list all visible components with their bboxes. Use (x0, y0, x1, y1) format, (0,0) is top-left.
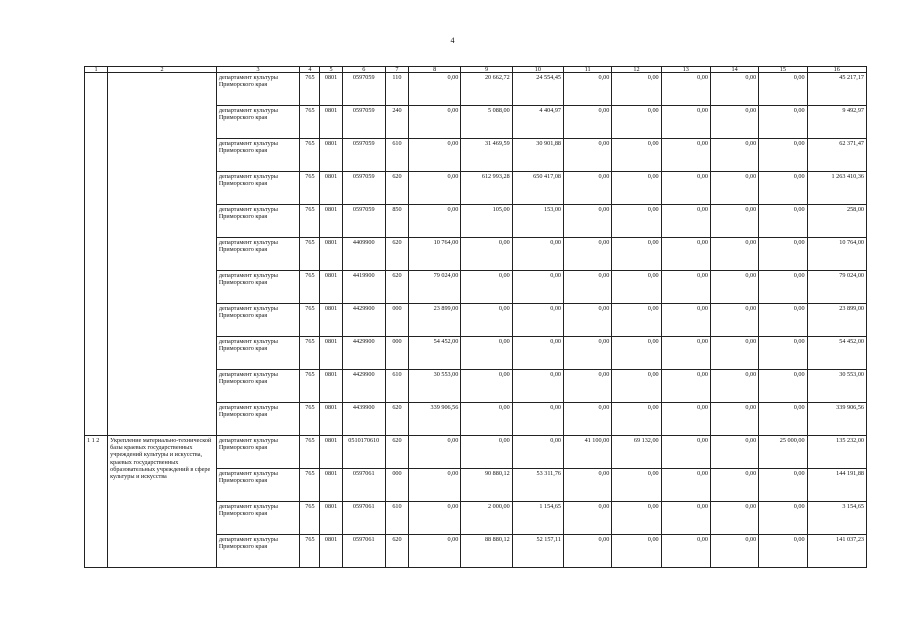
amount-cell-c13: 0,00 (661, 403, 710, 436)
amount-cell-c9: 0,00 (461, 271, 512, 304)
amount-cell-c16: 1 263 410,36 (807, 172, 866, 205)
department-cell: департамент культуры Приморского края (216, 436, 300, 469)
amount-cell-c9: 0,00 (461, 403, 512, 436)
code-cell-c5: 0801 (320, 535, 342, 568)
row-title-cell: Укрепление материально-технической базы краевых государственных учреждений культуры и искусства, краевых государственных образовательных учреждений в сфере культуры и искусства (108, 436, 217, 568)
amount-cell-c8: 0,00 (409, 73, 461, 106)
amount-cell-c11: 0,00 (564, 304, 612, 337)
amount-cell-c10: 0,00 (512, 271, 563, 304)
code-cell-c5: 0801 (320, 304, 342, 337)
amount-cell-c11: 0,00 (564, 403, 612, 436)
code-cell-c7: 000 (385, 337, 408, 370)
amount-cell-c15: 0,00 (759, 502, 807, 535)
code-cell-c7: 620 (385, 172, 408, 205)
amount-cell-c15: 0,00 (759, 139, 807, 172)
amount-cell-c16: 9 492,97 (807, 106, 866, 139)
amount-cell-c16: 144 191,88 (807, 469, 866, 502)
code-cell-c7: 610 (385, 370, 408, 403)
department-cell: департамент культуры Приморского края (216, 370, 300, 403)
amount-cell-c14: 0,00 (710, 535, 758, 568)
code-cell-c5: 0801 (320, 436, 342, 469)
amount-cell-c11: 0,00 (564, 73, 612, 106)
code-cell-c4: 765 (300, 106, 320, 139)
amount-cell-c9: 90 880,12 (461, 469, 512, 502)
amount-cell-c11: 0,00 (564, 502, 612, 535)
amount-cell-c9: 88 880,12 (461, 535, 512, 568)
table-row (85, 73, 867, 106)
amount-cell-c9: 20 662,72 (461, 73, 512, 106)
amount-cell-c15: 0,00 (759, 370, 807, 403)
amount-cell-c14: 0,00 (710, 172, 758, 205)
amount-cell-c9: 0,00 (461, 436, 512, 469)
department-cell: департамент культуры Приморского края (216, 502, 300, 535)
table-row (85, 436, 867, 469)
code-cell-c5: 0801 (320, 106, 342, 139)
amount-cell-c16: 79 024,00 (807, 271, 866, 304)
amount-cell-c12: 0,00 (612, 535, 661, 568)
amount-cell-c8: 79 024,00 (409, 271, 461, 304)
code-cell-c5: 0801 (320, 337, 342, 370)
column-header-1: 1 (85, 67, 108, 73)
department-cell: департамент культуры Приморского края (216, 172, 300, 205)
column-header-11: 11 (564, 67, 612, 73)
amount-cell-c10: 30 901,88 (512, 139, 563, 172)
amount-cell-c10: 0,00 (512, 337, 563, 370)
code-cell-c6: 0597061 (342, 469, 385, 502)
code-cell-c4: 765 (300, 73, 320, 106)
amount-cell-c8: 0,00 (409, 139, 461, 172)
amount-cell-c12: 0,00 (612, 469, 661, 502)
amount-cell-c13: 0,00 (661, 370, 710, 403)
amount-cell-c16: 141 037,23 (807, 535, 866, 568)
code-cell-c7: 000 (385, 469, 408, 502)
amount-cell-c15: 0,00 (759, 337, 807, 370)
column-header-7: 7 (385, 67, 408, 73)
code-cell-c4: 765 (300, 205, 320, 238)
column-header-12: 12 (612, 67, 661, 73)
amount-cell-c12: 0,00 (612, 502, 661, 535)
amount-cell-c14: 0,00 (710, 139, 758, 172)
amount-cell-c10: 4 404,97 (512, 106, 563, 139)
amount-cell-c16: 30 553,00 (807, 370, 866, 403)
code-cell-c6: 4429900 (342, 337, 385, 370)
code-cell-c7: 620 (385, 238, 408, 271)
code-cell-c5: 0801 (320, 502, 342, 535)
amount-cell-c8: 54 452,00 (409, 337, 461, 370)
column-header-10: 10 (512, 67, 563, 73)
amount-cell-c8: 0,00 (409, 436, 461, 469)
code-cell-c7: 110 (385, 73, 408, 106)
code-cell-c7: 620 (385, 403, 408, 436)
amount-cell-c11: 0,00 (564, 337, 612, 370)
department-cell: департамент культуры Приморского края (216, 238, 300, 271)
amount-cell-c15: 0,00 (759, 205, 807, 238)
code-cell-c6: 0510170610 (342, 436, 385, 469)
department-cell: департамент культуры Приморского края (216, 469, 300, 502)
amount-cell-c11: 0,00 (564, 535, 612, 568)
row-number-cell: 1 1 2 (85, 436, 108, 568)
amount-cell-c12: 0,00 (612, 337, 661, 370)
budget-table (84, 66, 867, 568)
code-cell-c4: 765 (300, 238, 320, 271)
amount-cell-c8: 30 553,00 (409, 370, 461, 403)
amount-cell-c8: 0,00 (409, 469, 461, 502)
amount-cell-c12: 69 132,00 (612, 436, 661, 469)
column-header-2: 2 (108, 67, 217, 73)
column-header-15: 15 (759, 67, 807, 73)
amount-cell-c14: 0,00 (710, 403, 758, 436)
code-cell-c6: 0597059 (342, 106, 385, 139)
code-cell-c4: 765 (300, 139, 320, 172)
column-header-9: 9 (461, 67, 512, 73)
code-cell-c5: 0801 (320, 370, 342, 403)
amount-cell-c12: 0,00 (612, 370, 661, 403)
department-cell: департамент культуры Приморского края (216, 271, 300, 304)
column-header-13: 13 (661, 67, 710, 73)
amount-cell-c10: 53 311,76 (512, 469, 563, 502)
column-header-5: 5 (320, 67, 342, 73)
amount-cell-c11: 0,00 (564, 370, 612, 403)
amount-cell-c14: 0,00 (710, 370, 758, 403)
amount-cell-c12: 0,00 (612, 172, 661, 205)
amount-cell-c8: 339 906,56 (409, 403, 461, 436)
amount-cell-c15: 0,00 (759, 73, 807, 106)
amount-cell-c14: 0,00 (710, 304, 758, 337)
code-cell-c6: 4439900 (342, 403, 385, 436)
code-cell-c4: 765 (300, 304, 320, 337)
amount-cell-c8: 23 899,00 (409, 304, 461, 337)
amount-cell-c9: 0,00 (461, 304, 512, 337)
amount-cell-c15: 0,00 (759, 304, 807, 337)
amount-cell-c16: 10 764,00 (807, 238, 866, 271)
code-cell-c6: 4419900 (342, 271, 385, 304)
amount-cell-c13: 0,00 (661, 304, 710, 337)
amount-cell-c13: 0,00 (661, 337, 710, 370)
column-header-16: 16 (807, 67, 866, 73)
amount-cell-c13: 0,00 (661, 436, 710, 469)
code-cell-c7: 620 (385, 436, 408, 469)
amount-cell-c9: 612 993,28 (461, 172, 512, 205)
code-cell-c4: 765 (300, 502, 320, 535)
amount-cell-c14: 0,00 (710, 469, 758, 502)
amount-cell-c9: 0,00 (461, 337, 512, 370)
code-cell-c4: 765 (300, 436, 320, 469)
amount-cell-c10: 24 554,45 (512, 73, 563, 106)
code-cell-c4: 765 (300, 370, 320, 403)
amount-cell-c13: 0,00 (661, 73, 710, 106)
code-cell-c4: 765 (300, 172, 320, 205)
amount-cell-c9: 105,00 (461, 205, 512, 238)
amount-cell-c12: 0,00 (612, 205, 661, 238)
code-cell-c5: 0801 (320, 469, 342, 502)
department-cell: департамент культуры Приморского края (216, 535, 300, 568)
amount-cell-c16: 45 217,17 (807, 73, 866, 106)
amount-cell-c13: 0,00 (661, 238, 710, 271)
amount-cell-c15: 0,00 (759, 271, 807, 304)
code-cell-c4: 765 (300, 337, 320, 370)
amount-cell-c8: 0,00 (409, 535, 461, 568)
amount-cell-c11: 0,00 (564, 238, 612, 271)
amount-cell-c16: 54 452,00 (807, 337, 866, 370)
amount-cell-c14: 0,00 (710, 436, 758, 469)
code-cell-c5: 0801 (320, 139, 342, 172)
code-cell-c6: 0597061 (342, 502, 385, 535)
amount-cell-c12: 0,00 (612, 73, 661, 106)
amount-cell-c12: 0,00 (612, 403, 661, 436)
code-cell-c7: 620 (385, 271, 408, 304)
code-cell-c6: 4429900 (342, 304, 385, 337)
code-cell-c7: 620 (385, 535, 408, 568)
amount-cell-c8: 0,00 (409, 106, 461, 139)
amount-cell-c13: 0,00 (661, 172, 710, 205)
amount-cell-c9: 31 469,59 (461, 139, 512, 172)
amount-cell-c11: 0,00 (564, 139, 612, 172)
amount-cell-c8: 0,00 (409, 205, 461, 238)
code-cell-c7: 610 (385, 139, 408, 172)
column-header-14: 14 (710, 67, 758, 73)
amount-cell-c16: 23 899,00 (807, 304, 866, 337)
column-header-4: 4 (300, 67, 320, 73)
column-header-3: 3 (216, 67, 300, 73)
code-cell-c7: 610 (385, 502, 408, 535)
amount-cell-c12: 0,00 (612, 304, 661, 337)
amount-cell-c8: 0,00 (409, 502, 461, 535)
amount-cell-c12: 0,00 (612, 106, 661, 139)
amount-cell-c13: 0,00 (661, 139, 710, 172)
table-body (85, 73, 867, 568)
code-cell-c4: 765 (300, 271, 320, 304)
amount-cell-c10: 0,00 (512, 403, 563, 436)
amount-cell-c15: 0,00 (759, 403, 807, 436)
amount-cell-c15: 0,00 (759, 238, 807, 271)
code-cell-c5: 0801 (320, 403, 342, 436)
amount-cell-c16: 62 371,47 (807, 139, 866, 172)
amount-cell-c10: 0,00 (512, 370, 563, 403)
amount-cell-c13: 0,00 (661, 205, 710, 238)
amount-cell-c9: 2 000,00 (461, 502, 512, 535)
code-cell-c5: 0801 (320, 172, 342, 205)
column-header-6: 6 (342, 67, 385, 73)
amount-cell-c10: 153,00 (512, 205, 563, 238)
amount-cell-c14: 0,00 (710, 238, 758, 271)
amount-cell-c15: 0,00 (759, 469, 807, 502)
amount-cell-c10: 0,00 (512, 436, 563, 469)
code-cell-c6: 4409900 (342, 238, 385, 271)
code-cell-c5: 0801 (320, 238, 342, 271)
amount-cell-c14: 0,00 (710, 271, 758, 304)
amount-cell-c14: 0,00 (710, 502, 758, 535)
amount-cell-c13: 0,00 (661, 535, 710, 568)
amount-cell-c10: 52 157,11 (512, 535, 563, 568)
row-number-cell (85, 73, 108, 436)
department-cell: департамент культуры Приморского края (216, 73, 300, 106)
amount-cell-c15: 0,00 (759, 535, 807, 568)
amount-cell-c14: 0,00 (710, 205, 758, 238)
code-cell-c7: 240 (385, 106, 408, 139)
code-cell-c4: 765 (300, 535, 320, 568)
code-cell-c5: 0801 (320, 205, 342, 238)
amount-cell-c14: 0,00 (710, 337, 758, 370)
code-cell-c6: 0597059 (342, 139, 385, 172)
amount-cell-c16: 135 232,00 (807, 436, 866, 469)
amount-cell-c13: 0,00 (661, 502, 710, 535)
amount-cell-c14: 0,00 (710, 73, 758, 106)
code-cell-c7: 850 (385, 205, 408, 238)
amount-cell-c15: 0,00 (759, 106, 807, 139)
department-cell: департамент культуры Приморского края (216, 337, 300, 370)
code-cell-c6: 0597061 (342, 535, 385, 568)
amount-cell-c11: 0,00 (564, 469, 612, 502)
column-header-8: 8 (409, 67, 461, 73)
amount-cell-c15: 0,00 (759, 172, 807, 205)
page-number: 4 (450, 36, 455, 45)
amount-cell-c14: 0,00 (710, 106, 758, 139)
amount-cell-c11: 0,00 (564, 205, 612, 238)
amount-cell-c9: 0,00 (461, 238, 512, 271)
amount-cell-c13: 0,00 (661, 271, 710, 304)
amount-cell-c10: 0,00 (512, 238, 563, 271)
amount-cell-c11: 0,00 (564, 271, 612, 304)
amount-cell-c9: 5 088,00 (461, 106, 512, 139)
amount-cell-c12: 0,00 (612, 271, 661, 304)
amount-cell-c12: 0,00 (612, 139, 661, 172)
amount-cell-c9: 0,00 (461, 370, 512, 403)
amount-cell-c11: 41 100,00 (564, 436, 612, 469)
department-cell: департамент культуры Приморского края (216, 205, 300, 238)
code-cell-c6: 4429900 (342, 370, 385, 403)
department-cell: департамент культуры Приморского края (216, 139, 300, 172)
amount-cell-c12: 0,00 (612, 238, 661, 271)
code-cell-c7: 000 (385, 304, 408, 337)
row-title-cell (108, 73, 217, 436)
code-cell-c4: 765 (300, 403, 320, 436)
amount-cell-c13: 0,00 (661, 469, 710, 502)
amount-cell-c11: 0,00 (564, 106, 612, 139)
amount-cell-c16: 258,00 (807, 205, 866, 238)
amount-cell-c16: 339 906,56 (807, 403, 866, 436)
department-cell: департамент культуры Приморского края (216, 304, 300, 337)
code-cell-c6: 0597059 (342, 172, 385, 205)
code-cell-c5: 0801 (320, 73, 342, 106)
amount-cell-c11: 0,00 (564, 172, 612, 205)
code-cell-c6: 0597059 (342, 73, 385, 106)
amount-cell-c8: 0,00 (409, 172, 461, 205)
amount-cell-c16: 3 154,65 (807, 502, 866, 535)
amount-cell-c10: 0,00 (512, 304, 563, 337)
code-cell-c4: 765 (300, 469, 320, 502)
code-cell-c6: 0597059 (342, 205, 385, 238)
amount-cell-c10: 1 154,65 (512, 502, 563, 535)
code-cell-c5: 0801 (320, 271, 342, 304)
department-cell: департамент культуры Приморского края (216, 403, 300, 436)
amount-cell-c15: 25 000,00 (759, 436, 807, 469)
department-cell: департамент культуры Приморского края (216, 106, 300, 139)
amount-cell-c13: 0,00 (661, 106, 710, 139)
amount-cell-c8: 10 764,00 (409, 238, 461, 271)
amount-cell-c10: 650 417,08 (512, 172, 563, 205)
